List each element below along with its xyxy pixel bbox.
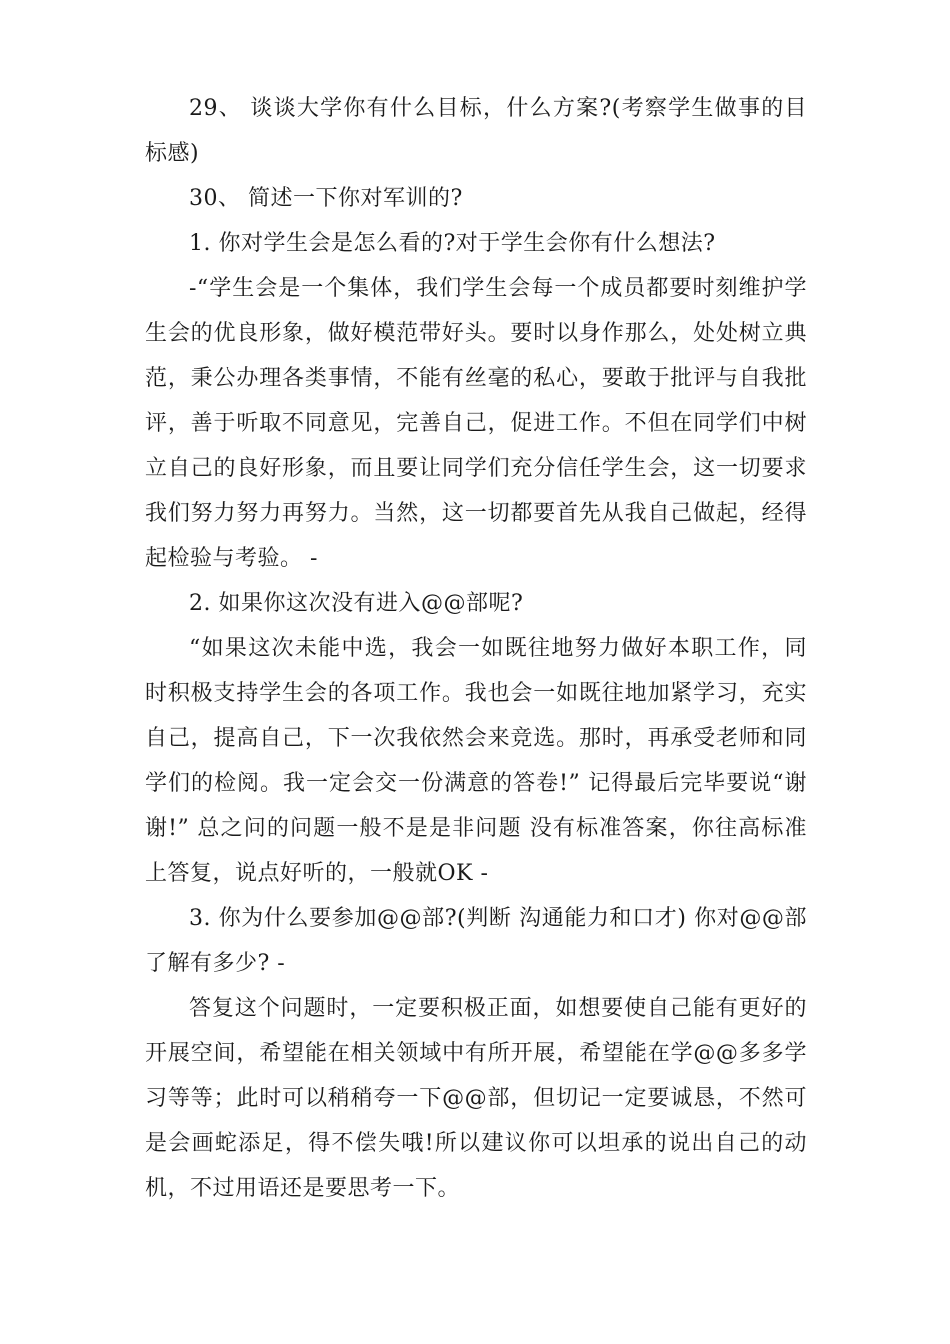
paragraph-a1: -“学生会是一个集体，我们学生会每一个成员都要时刻维护学生会的优良形象，做好模范带好头。要时以身作那么，处处树立典范，秉公办理各类事情，不能有丝毫的私心，要敢于批评与自我批评，善于听取不同意见，完善自己，促进工作。不但在同学们中树立自己的良好形象，而且要让同学们充分信任学生会，这一切要求我们努力努力再努力。当然，这一切都要首先从我自己做起，经得起检验与考验。 - [145,276,807,571]
document-body [145,86,807,1211]
paragraph-q29: 29、 谈谈大学你有什么目标，什么方案?(考察学生做事的目标感) [145,96,807,166]
paragraph-q2: 2. 如果你这次没有进入@@部呢? [189,591,524,616]
paragraph-a3: 答复这个问题时，一定要积极正面，如想要使自己能有更好的开展空间，希望能在相关领域中有所开展，希望能在学@@多多学习等等；此时可以稍稍夸一下@@部，但切记一定要诚恳，不然可是会画蛇添足，得不偿失哦!所以建议你可以坦承的说出自己的动机，不过用语还是要思考一下。 [145,996,807,1201]
paragraph-q30: 30、 简述一下你对军训的? [189,186,463,211]
paragraph-q3: 3. 你为什么要参加@@部?(判断 沟通能力和口才) 你对@@部了解有多少? - [145,906,807,976]
paragraph-a2: “如果这次未能中选，我会一如既往地努力做好本职工作，同时积极支持学生会的各项工作。我也会一如既往地加紧学习，充实自己，提高自己，下一次我依然会来竞选。那时，再承受老师和同学们的检阅。我一定会交一份满意的答卷!” 记得最后完毕要说“谢谢!” 总之问的问题一般不是是非问题 没有标准答案，你往高标准上答复，说点好听的，一般就OK - [145,636,807,886]
paragraph-q1: 1. 你对学生会是怎么看的?对于学生会你有什么想法? [189,231,716,256]
